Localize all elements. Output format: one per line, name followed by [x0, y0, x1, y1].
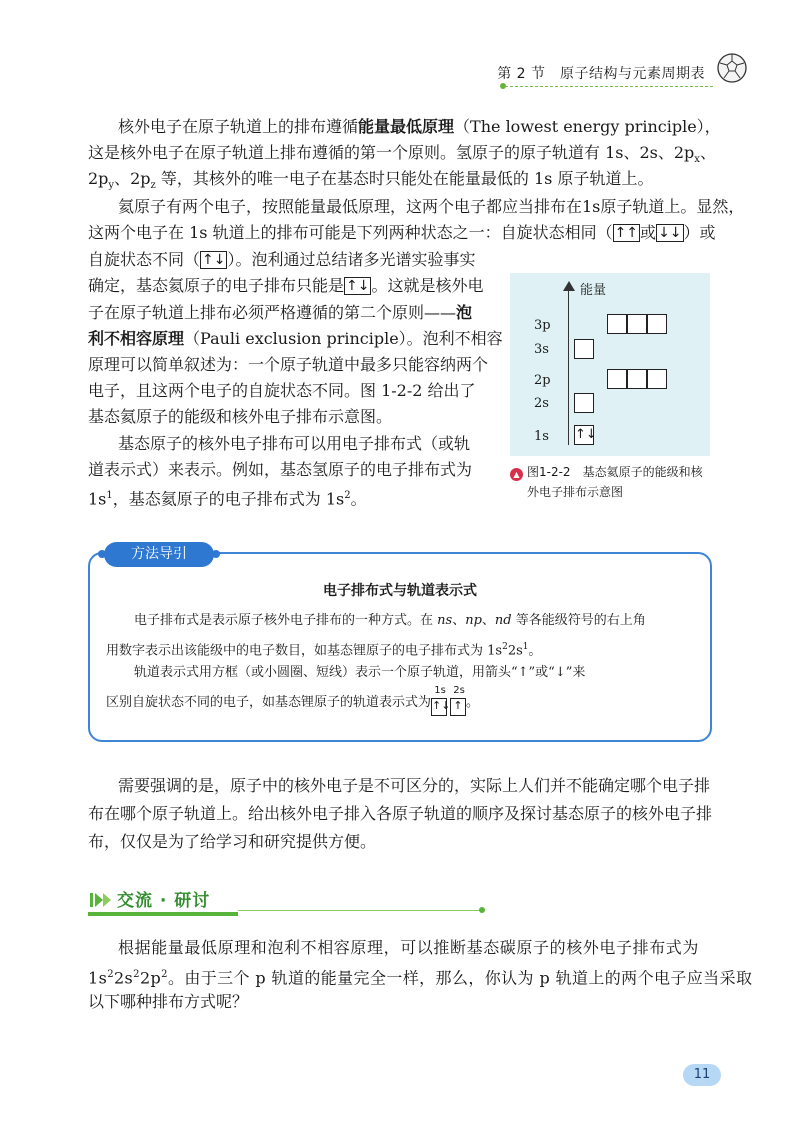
orbital-box-parallel-down: ↓↓: [658, 225, 682, 241]
note-line-1: 需要强调的是，原子中的核外电子是不可区分的，实际上人们并不能确定哪个电子排: [118, 776, 711, 795]
method-line-1: 电子排布式是表示原子核外电子排布的一种方式。在 ns、np、nd 等各能级符号的右上角: [134, 613, 646, 628]
orbital-3p-3: [647, 314, 667, 334]
orbital-1s: ↑↓: [574, 425, 594, 445]
method-line-3: 轨道表示式用方框（或小圆圈、短线）表示一个原子轨道，用箭头“↑”或“↓”来: [134, 665, 586, 680]
intro-paragraph-2-line-4: 确定，基态氦原子的电子排布只能是 ↑↓ 。这就是核外电: [88, 276, 484, 295]
intro-paragraph-2-line-3: 自旋状态不同（ ↑↓ ）。泡利通过总结诸多光谱实验事实: [88, 250, 476, 269]
level-label-2s: 2s: [534, 396, 549, 411]
level-label-3s: 3s: [534, 342, 549, 357]
energy-axis: [568, 287, 569, 445]
level-label-3p: 3p: [534, 318, 551, 333]
play-arrows-icon: [90, 892, 114, 908]
orbital-box-helium: ↑↓: [346, 278, 370, 294]
orbital-2p-2: [627, 369, 647, 389]
exchange-title: 交流 · 研讨: [117, 891, 211, 911]
energy-axis-arrowhead: [563, 281, 575, 291]
energy-axis-label: 能量: [580, 283, 607, 298]
orbital-2p-3: [647, 369, 667, 389]
lithium-orbital-1s: 1s ↑↓: [431, 698, 447, 716]
exchange-underline: [88, 912, 238, 916]
intro-paragraph-3-line-1: 基态原子的核外电子排布可以用电子排布式（或轨: [118, 434, 471, 453]
caption-triangle-icon: ▲: [510, 468, 523, 481]
figure-caption: ▲ 图1-2-2 基态氦原子的能级和核 外电子排布示意图: [510, 462, 710, 502]
intro-paragraph-1-line-1: 核外电子在原子轨道上的排布遵循能量最低原理（The lowest energy principle），: [118, 117, 721, 136]
intro-paragraph-1-line-3: $2p_y$、$2p_z$ 等，其核外的唯一电子在基态时只能处在能量最低的 1s 原子轨道上。: [88, 169, 654, 192]
note-line-2: 布在哪个原子轨道上。给出核外电子排入各原子轨道的顺序及探讨基态原子的核外电子排: [88, 804, 713, 823]
orbital-3p-2: [627, 314, 647, 334]
exchange-rule: [238, 910, 481, 911]
intro-paragraph-2-line-6: 利不相容原理（Pauli exclusion principle）。泡利不相容: [88, 329, 503, 348]
intro-paragraph-2-line-7: 原理可以简单叙述为：一个原子轨道中最多只能容纳两个: [88, 355, 489, 374]
energy-level-diagram: [510, 273, 710, 456]
level-label-1s: 1s: [534, 429, 549, 444]
exchange-line-2: $1s^22s^22p^2$。由于三个 p 轨道的能量完全一样，那么，你认为 p 轨道上的两个电子应当采取: [88, 968, 753, 988]
page-number: 11: [683, 1064, 721, 1086]
lithium-orbital-2s: 2s ↑: [450, 698, 466, 716]
exchange-line-1: 根据能量最低原理和泡利不相容原理，可以推断基态碳原子的核外电子排布式为: [118, 938, 700, 957]
exchange-line-3: 以下哪种排布方式呢？: [88, 992, 249, 1011]
note-line-3: 布，仅仅是为了给学习和研究提供方便。: [88, 832, 377, 851]
method-line-4: 区别自旋状态不同的电子，如基态锂原子的轨道表示式为 1s ↑↓ 2s ↑ 。: [106, 690, 479, 716]
orbital-3s: [574, 339, 594, 359]
intro-paragraph-2-line-5: 子在原子轨道上排布必须严格遵循的第二个原则——泡: [88, 303, 473, 322]
intro-paragraph-2-line-2: 这两个电子在 1s 轨道上的排布可能是下列两种状态之一：自旋状态相同（ ↑↑ 或 ↓↓ ）或: [88, 223, 716, 242]
level-label-2p: 2p: [534, 373, 551, 388]
intro-paragraph-2-line-9: 基态氦原子的能级和核外电子排布示意图。: [88, 407, 393, 426]
orbital-3p-1: [607, 314, 627, 334]
header-divider: [505, 86, 713, 87]
method-tag-right-dot: [212, 550, 220, 558]
orbital-2s: [574, 393, 594, 413]
exchange-rule-dot: [479, 907, 485, 913]
method-title: 电子排布式与轨道表示式: [323, 583, 477, 599]
fullerene-icon: [716, 52, 748, 84]
intro-paragraph-3-line-2: 道表示式）来表示。例如，基态氢原子的电子排布式为: [88, 460, 473, 479]
intro-paragraph-2-line-1: 氦原子有两个电子，按照能量最低原理，这两个电子都应当排布在1s原子轨道上。显然，: [118, 197, 745, 216]
orbital-2p-1: [607, 369, 627, 389]
orbital-box-parallel-up: ↑↑: [614, 225, 639, 241]
method-line-2: 用数字表示出该能级中的电子数目，如基态锂原子的电子排布式为 $1s^22s^1$。: [106, 642, 542, 659]
method-guide-tag: 方法导引: [104, 542, 214, 567]
header-title: 第 2 节 原子结构与元素周期表: [497, 66, 705, 82]
intro-paragraph-3-line-3: $1s^1$，基态氦原子的电子排布式为 $1s^2$。: [88, 489, 367, 509]
intro-paragraph-1-line-2: 这是核外电子在原子轨道上排布遵循的第一个原则。氢原子的原子轨道有 1s、2s、$2p_x$、: [88, 143, 716, 166]
orbital-box-opposite: ↑↓: [202, 252, 226, 268]
intro-paragraph-2-line-8: 电子，且这两个电子的自旋状态不同。图 1-2-2 给出了: [88, 381, 476, 400]
